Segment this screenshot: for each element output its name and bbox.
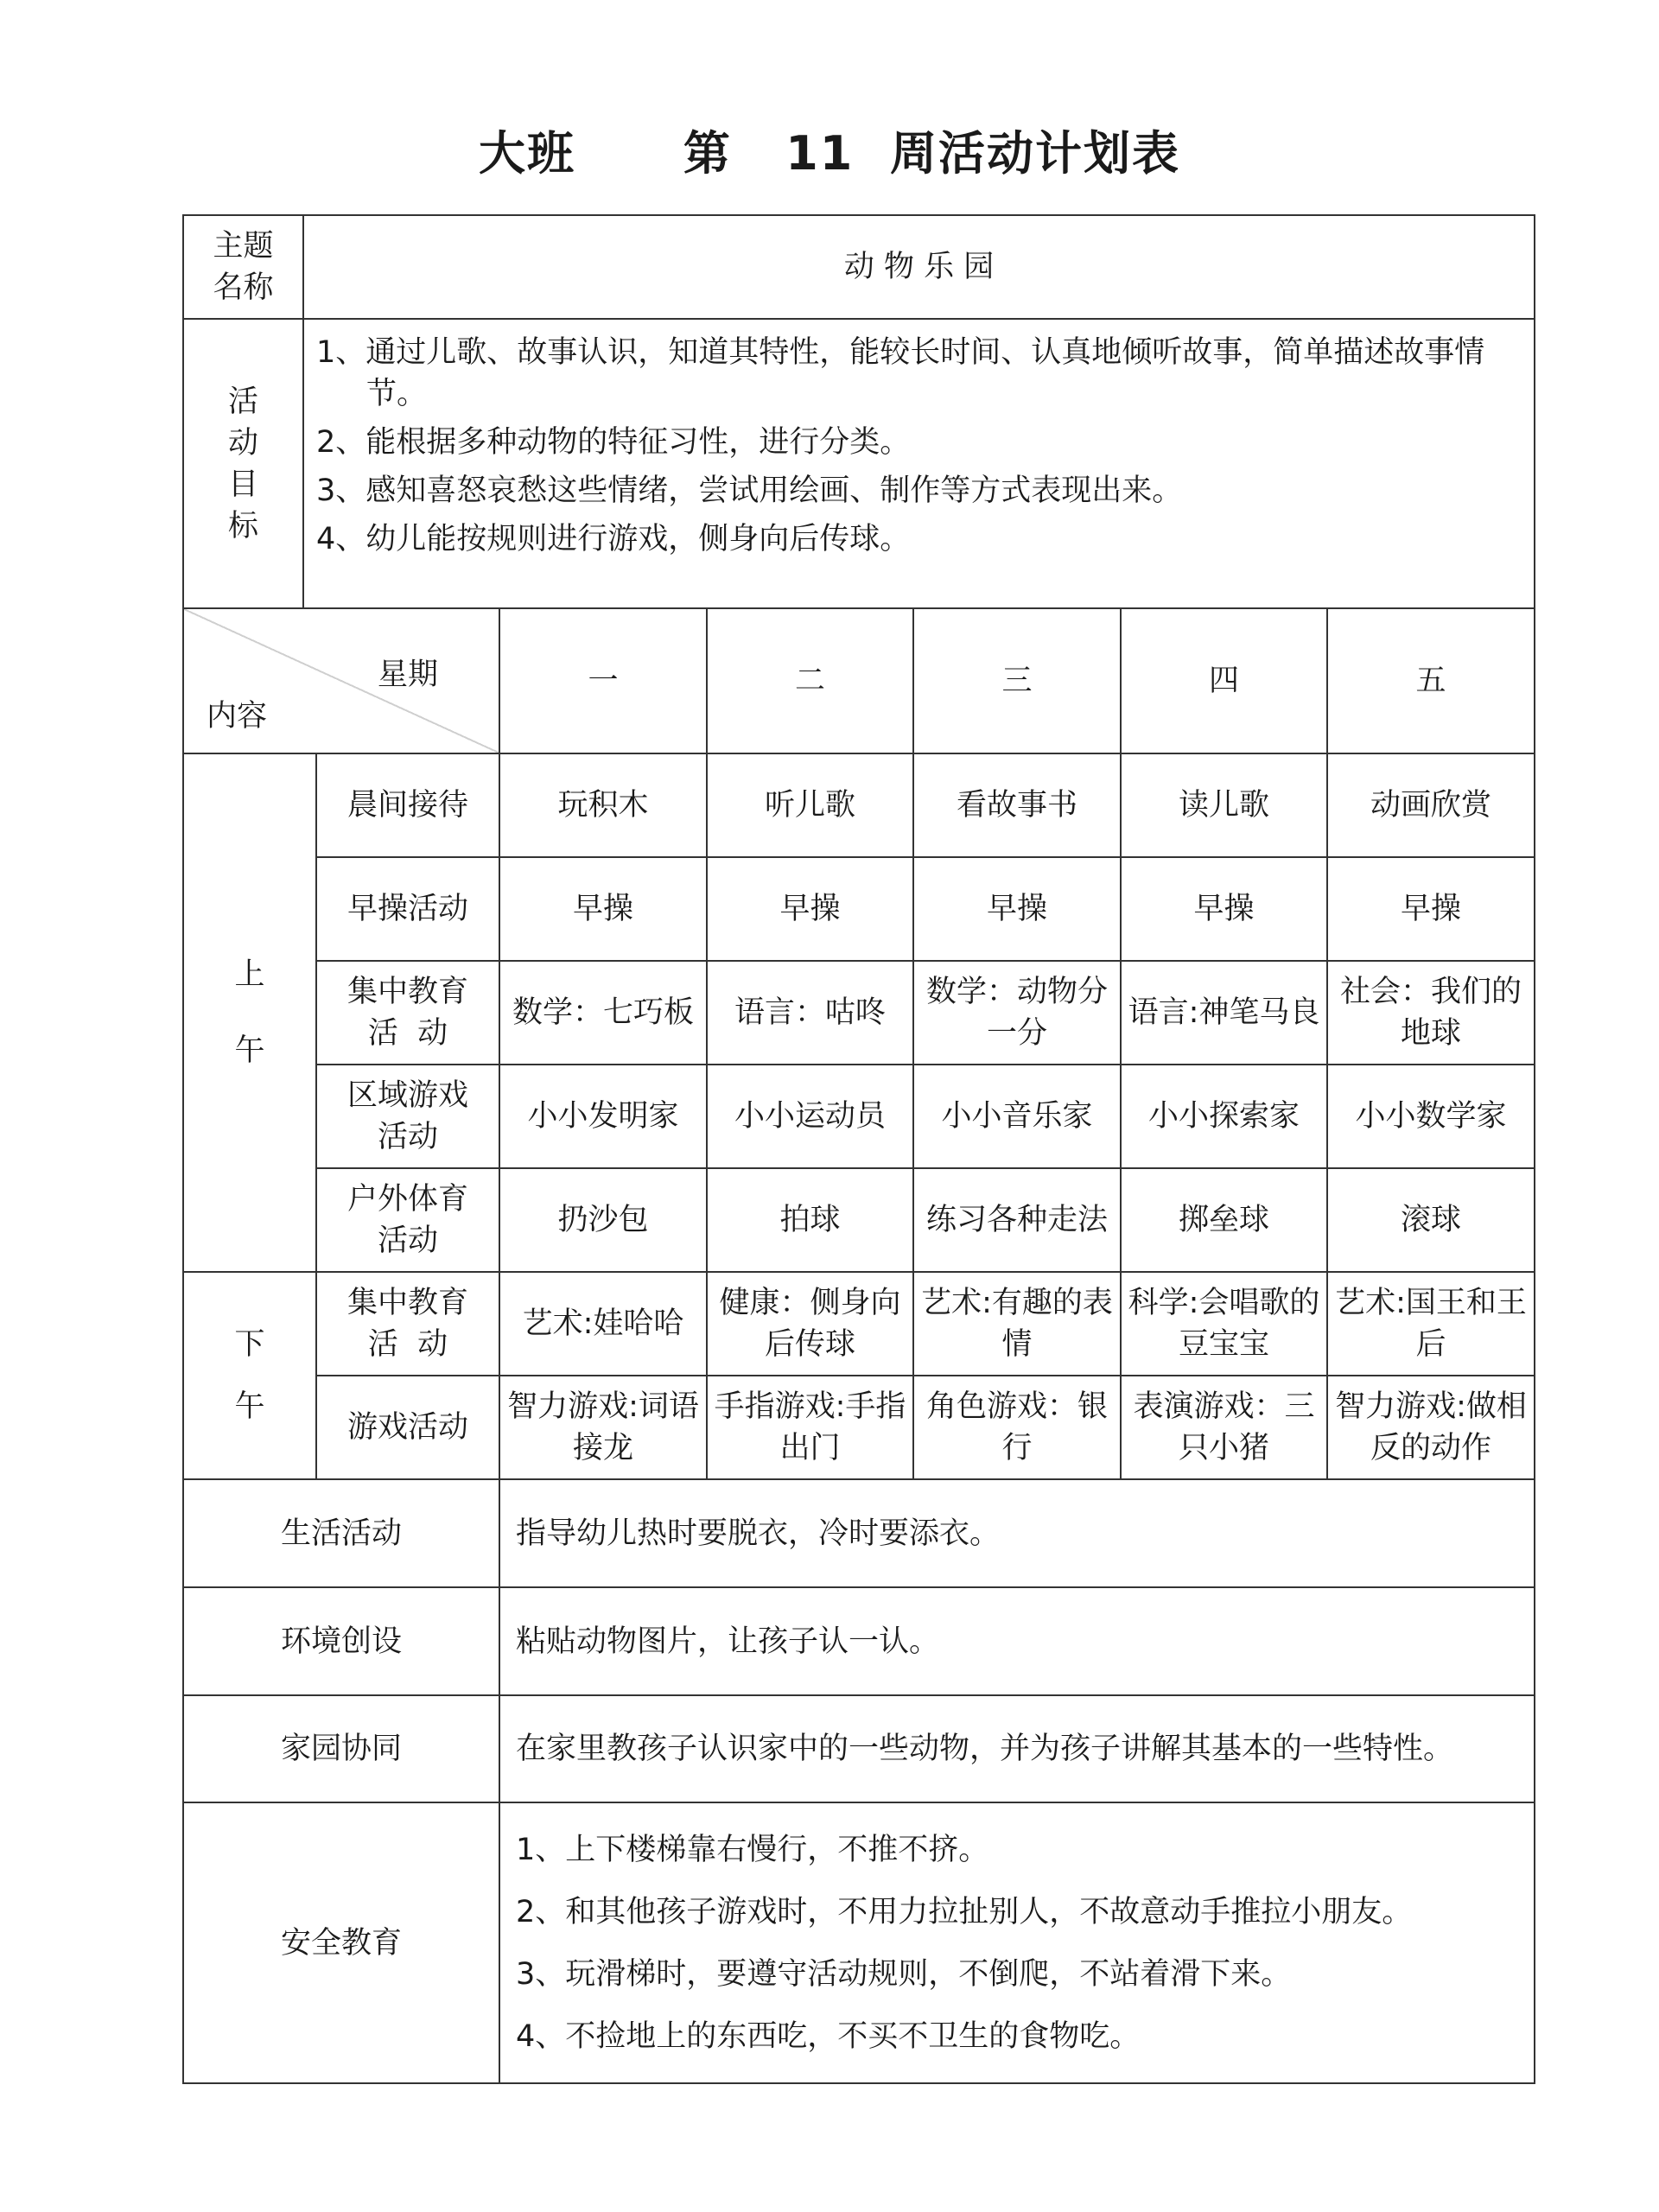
- row-label: 早操活动: [316, 857, 499, 961]
- goal-item: 1、通过儿歌、故事认识，知道其特性，能较长时间、认真地倾听故事，简单描述故事情节。: [316, 335, 1485, 411]
- weekday-header-row: [183, 608, 1535, 753]
- activity-cell: 手指游戏:手指出门: [707, 1376, 913, 1479]
- environment-label: 环境创设: [183, 1587, 499, 1695]
- activity-cell: 小小数学家: [1327, 1065, 1535, 1168]
- activity-cell: 角色游戏：银行: [913, 1376, 1121, 1479]
- afternoon-label: 下 午: [183, 1272, 316, 1479]
- safety-row: [183, 1802, 1535, 2083]
- goals-label: 活 动 目 标: [183, 319, 303, 608]
- activity-cell: 动画欣赏: [1327, 753, 1535, 857]
- activity-cell: 掷垒球: [1121, 1168, 1327, 1272]
- activity-cell: 读儿歌: [1121, 753, 1327, 857]
- activity-cell: 早操: [1121, 857, 1327, 961]
- row-label: 区域游戏 活动: [316, 1065, 499, 1168]
- activity-cell: 智力游戏:做相反的动作: [1327, 1376, 1535, 1479]
- row-label: 游戏活动: [316, 1376, 499, 1479]
- safety-label: 安全教育: [183, 1802, 499, 2083]
- theme-value: 动 物 乐 园: [303, 215, 1535, 319]
- row-label: 集中教育 活 动: [316, 1272, 499, 1376]
- safety-item: 3、玩滑梯时，要遵守活动规则，不倒爬，不站着滑下来。: [516, 1956, 1292, 1992]
- activity-cell: 早操: [499, 857, 707, 961]
- activity-cell: 听儿歌: [707, 753, 913, 857]
- theme-row: [183, 215, 1535, 319]
- activity-cell: 早操: [707, 857, 913, 961]
- theme-label: 主题 名称: [183, 215, 303, 319]
- life-label: 生活活动: [183, 1479, 499, 1587]
- row-label: 户外体育 活动: [316, 1168, 499, 1272]
- activity-plan-table: [182, 214, 1535, 2084]
- weekday-label: 星期: [377, 658, 438, 692]
- activity-cell: 小小探索家: [1121, 1065, 1327, 1168]
- row-label: 晨间接待: [316, 753, 499, 857]
- day-header-mon: 一: [499, 608, 707, 753]
- safety-item: 1、上下楼梯靠右慢行，不推不挤。: [516, 1832, 989, 1867]
- activity-cell: 小小发明家: [499, 1065, 707, 1168]
- activity-cell: 小小运动员: [707, 1065, 913, 1168]
- activity-cell: 玩积木: [499, 753, 707, 857]
- activity-cell: 看故事书: [913, 753, 1121, 857]
- day-header-tue: 二: [707, 608, 913, 753]
- table-row: [183, 1272, 1535, 1376]
- activity-cell: 拍球: [707, 1168, 913, 1272]
- activity-cell: 健康：侧身向后传球: [707, 1272, 913, 1376]
- table-row: [183, 1065, 1535, 1168]
- day-header-fri: 五: [1327, 608, 1535, 753]
- table-row: [183, 1168, 1535, 1272]
- morning-label: 上 午: [183, 753, 316, 1272]
- activity-cell: 滚球: [1327, 1168, 1535, 1272]
- page-title: 大班 第 11 周活动计划表: [479, 126, 1180, 181]
- safety-item: 2、和其他孩子游戏时，不用力拉扯别人，不故意动手推拉小朋友。: [516, 1894, 1413, 1929]
- goals-list: [303, 319, 1535, 608]
- table-row: [183, 1376, 1535, 1479]
- activity-cell: 科学:会唱歌的豆宝宝: [1121, 1272, 1327, 1376]
- activity-cell: 表演游戏：三只小猪: [1121, 1376, 1327, 1479]
- activity-cell: 社会：我们的地球: [1327, 961, 1535, 1065]
- life-value: 指导幼儿热时要脱衣，冷时要添衣。: [499, 1479, 1535, 1587]
- activity-cell: 数学：七巧板: [499, 961, 707, 1065]
- activity-cell: 扔沙包: [499, 1168, 707, 1272]
- activity-cell: 小小音乐家: [913, 1065, 1121, 1168]
- activity-cell: 艺术:有趣的表情: [913, 1272, 1121, 1376]
- home-value: 在家里教孩子认识家中的一些动物，并为孩子讲解其基本的一些特性。: [499, 1695, 1535, 1802]
- goal-item: 4、幼儿能按规则进行游戏，侧身向后传球。: [316, 522, 911, 556]
- environment-value: 粘贴动物图片，让孩子认一认。: [499, 1587, 1535, 1695]
- activity-cell: 智力游戏:词语接龙: [499, 1376, 707, 1479]
- table-row: [183, 961, 1535, 1065]
- day-header-wed: 三: [913, 608, 1121, 753]
- home-row: [183, 1695, 1535, 1802]
- activity-cell: 早操: [1327, 857, 1535, 961]
- row-label: 集中教育 活 动: [316, 961, 499, 1065]
- environment-row: [183, 1587, 1535, 1695]
- goals-row: [183, 319, 1535, 608]
- safety-list: [499, 1802, 1535, 2083]
- activity-cell: 艺术:娃哈哈: [499, 1272, 707, 1376]
- goal-item: 2、能根据多种动物的特征习性，进行分类。: [316, 425, 911, 460]
- life-row: [183, 1479, 1535, 1587]
- day-header-thu: 四: [1121, 608, 1327, 753]
- home-label: 家园协同: [183, 1695, 499, 1802]
- activity-cell: 艺术:国王和王后: [1327, 1272, 1535, 1376]
- goal-item: 3、感知喜怒哀愁这些情绪，尝试用绘画、制作等方式表现出来。: [316, 474, 1183, 508]
- safety-item: 4、不捡地上的东西吃，不买不卫生的食物吃。: [516, 2018, 1141, 2054]
- diagonal-header-cell: [183, 608, 499, 753]
- content-label: 内容: [207, 699, 268, 734]
- activity-cell: 语言:神笔马良: [1121, 961, 1327, 1065]
- activity-cell: 练习各种走法: [913, 1168, 1121, 1272]
- activity-cell: 数学：动物分一分: [913, 961, 1121, 1065]
- activity-cell: 语言：咕咚: [707, 961, 913, 1065]
- activity-cell: 早操: [913, 857, 1121, 961]
- table-row: [183, 753, 1535, 857]
- table-row: [183, 857, 1535, 961]
